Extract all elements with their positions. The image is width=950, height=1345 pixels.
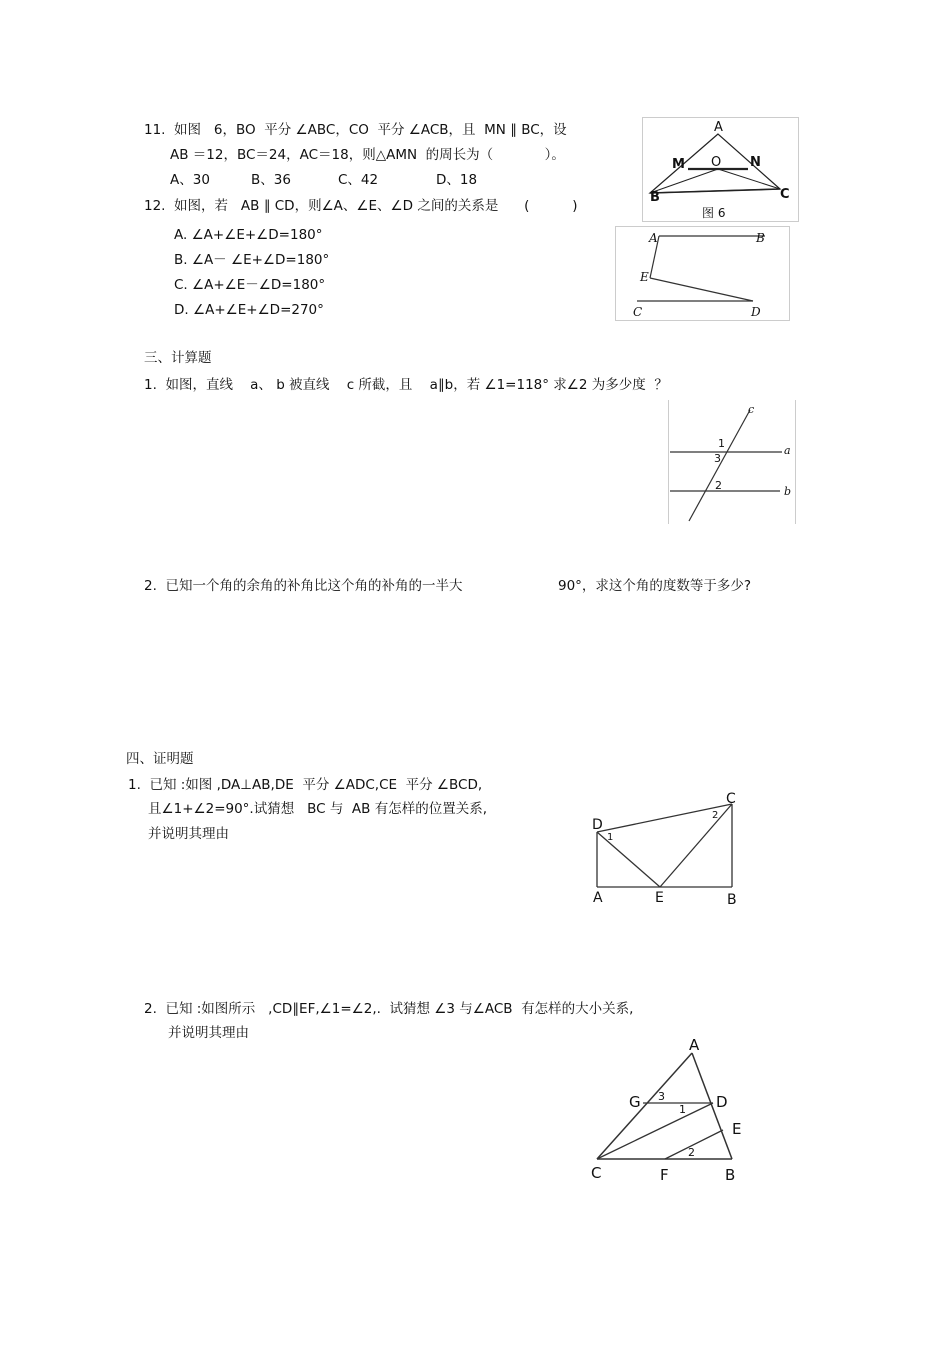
sec3-q2-stem-part2: 90°，求这个角的度数等于多少? <box>558 578 752 594</box>
q11-figure <box>642 117 800 223</box>
sec4-q1-label-a: A <box>593 890 603 906</box>
sec4-q2-label-e: E <box>732 1120 742 1138</box>
sec4-q1-label-b: B <box>727 892 737 908</box>
sec4-q1-line1: 1. 已知 :如图 ,DA⊥AB,DE 平分 ∠ADC,CE 平分 ∠BCD, <box>128 777 483 793</box>
sec4-q2-label-a: A <box>689 1036 700 1054</box>
q12-fig-label-a: A <box>649 231 658 245</box>
sec4-q2-label-f: F <box>660 1166 669 1184</box>
q12-fig-label-d: D <box>751 305 761 319</box>
sec3-q2-stem-part1: 2. 已知一个角的余角的补角比这个角的补角的一半大 <box>144 578 463 594</box>
q11-option-c: C、42 <box>338 172 379 188</box>
sec4-q2-angle-2: 2 <box>688 1146 695 1159</box>
q12-stem: 12. 如图，若 AB ∥ CD，则∠A、∠E、∠D 之间的关系是 ( ) <box>144 198 578 214</box>
sec3-fig-label-a: a <box>784 444 791 457</box>
sec4-q1-label-d: D <box>592 817 603 833</box>
q12-option-a: A. ∠A+∠E+∠D=180° <box>174 227 323 243</box>
q11-stem-line2: AB ＝12，BC＝24，AC＝18，则△AMN 的周长为（ ）。 <box>170 147 565 163</box>
q11-fig-label-c: C <box>780 187 790 202</box>
q11-option-a: A、30 <box>170 172 210 188</box>
sec4-q2-angle-1: 1 <box>679 1103 686 1116</box>
sec4-q1-figure <box>580 785 750 910</box>
sec3-fig-angle-1: 1 <box>718 437 725 450</box>
sec3-fig-angle-3: 3 <box>714 452 721 465</box>
q11-fig-label-m: M <box>672 157 685 172</box>
sec4-q2-line2: 并说明其理由 <box>168 1025 249 1041</box>
q12-fig-label-e: E <box>640 270 649 284</box>
sec4-q2-label-d: D <box>716 1093 728 1111</box>
sec4-q2-angle-3: 3 <box>658 1090 665 1103</box>
sec4-q1-line2: 且∠1+∠2=90°.试猜想 BC 与 AB 有怎样的位置关系, <box>148 801 488 817</box>
sec4-q1-angle-2: 2 <box>712 810 719 821</box>
sec4-q1-angle-1: 1 <box>607 832 614 843</box>
q12-option-b: B. ∠A－ ∠E+∠D=180° <box>174 252 330 268</box>
q12-option-c: C. ∠A+∠E－∠D=180° <box>174 277 326 293</box>
q12-figure <box>615 226 791 322</box>
q11-fig-label-a: A <box>714 120 723 135</box>
sec4-q1-line3: 并说明其理由 <box>148 826 229 842</box>
sec3-fig-label-c: c <box>748 403 755 416</box>
q11-fig-label-b: B <box>650 190 660 205</box>
sec4-q2-label-b: B <box>725 1166 736 1184</box>
q12-fig-label-b: B <box>756 231 765 245</box>
sec3-q1-stem: 1. 如图，直线 a、 b 被直线 c 所截，且 a∥b，若 ∠1=118° 求∠2 为多少度 ？ <box>144 377 668 393</box>
q11-fig-label-n: N <box>750 155 761 170</box>
sec3-fig-label-b: b <box>784 485 792 498</box>
q12-option-d: D. ∠A+∠E+∠D=270° <box>174 302 324 318</box>
q11-fig-caption: 图 6 <box>702 206 726 220</box>
q11-option-b: B、36 <box>251 172 291 188</box>
sec3-q1-figure <box>668 400 796 524</box>
sec4-q2-label-g: G <box>629 1093 641 1111</box>
sec4-q1-label-e: E <box>655 890 664 906</box>
sec4-q2-line1: 2. 已知 :如图所示 ,CD∥EF,∠1=∠2,. 试猜想 ∠3 与∠ACB 有怎样的大小关系, <box>144 1001 634 1017</box>
sec4-q1-label-c: C <box>726 791 736 807</box>
q11-stem-line1: 11. 如图 6，BO 平分 ∠ABC，CO 平分 ∠ACB，且 MN ∥ BC，设 <box>144 122 567 138</box>
q12-fig-label-c: C <box>633 305 643 319</box>
section4-title: 四、证明题 <box>126 751 194 767</box>
sec4-q2-figure <box>585 1033 755 1188</box>
section3-title: 三、计算题 <box>144 350 212 366</box>
q11-option-d: D、18 <box>436 172 478 188</box>
sec4-q2-label-c: C <box>591 1164 602 1182</box>
sec3-fig-angle-2: 2 <box>715 479 722 492</box>
q11-fig-label-o: O <box>711 155 722 170</box>
